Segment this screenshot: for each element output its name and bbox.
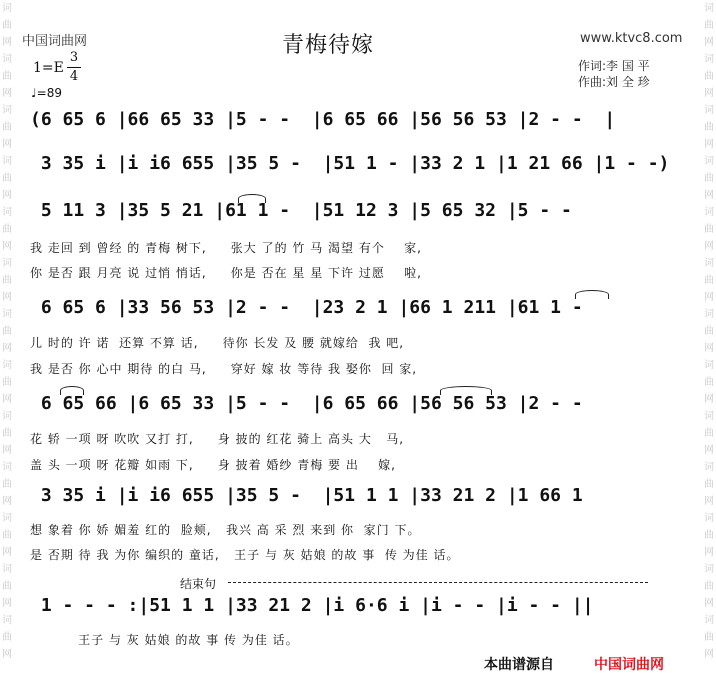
tempo-marking: ♩=89	[31, 86, 62, 100]
watermark-char: 词	[2, 156, 12, 167]
watermark-char: 曲	[2, 71, 12, 82]
watermark-char: 网	[704, 292, 714, 303]
watermark-char: 词	[704, 615, 714, 626]
site-url: www.ktvc8.com	[580, 31, 683, 46]
watermark-char: 网	[704, 547, 714, 558]
watermark-char: 词	[704, 156, 714, 167]
watermark-char: 曲	[2, 224, 12, 235]
watermark-char: 词	[704, 258, 714, 269]
score-row	[0, 592, 716, 620]
notation-line: 6 65 66 |6 65 33 |5 - - |6 65 66 |56 56 53 |2 - -	[30, 393, 605, 414]
tie-mark	[575, 290, 609, 299]
time-sig-bar	[67, 67, 81, 68]
watermark-char: 网	[704, 496, 714, 507]
watermark-char: 曲	[704, 479, 714, 490]
score-row	[0, 106, 716, 134]
watermark-char: 网	[2, 139, 12, 150]
watermark-char: 网	[704, 88, 714, 99]
watermark-char: 曲	[2, 581, 12, 592]
watermark-char: 网	[2, 496, 12, 507]
time-sig-bottom: 4	[69, 69, 79, 84]
source-brand[interactable]: 中国词曲网	[594, 657, 664, 673]
watermark-char: 曲	[704, 581, 714, 592]
score-row	[0, 390, 716, 418]
watermark-char: 网	[704, 649, 714, 660]
watermark-char: 网	[2, 598, 12, 609]
ending-bracket	[228, 582, 648, 583]
watermark-char: 网	[2, 190, 12, 201]
watermark-char: 网	[704, 37, 714, 48]
watermark-char: 词	[2, 3, 12, 14]
watermark-char: 词	[2, 207, 12, 218]
watermark-char: 曲	[704, 224, 714, 235]
watermark-char: 曲	[704, 377, 714, 388]
time-signature	[67, 50, 81, 85]
time-sig-top: 3	[69, 50, 79, 65]
watermark-char: 词	[704, 360, 714, 371]
watermark-char: 曲	[704, 428, 714, 439]
watermark-char: 词	[704, 462, 714, 473]
watermark-char: 曲	[704, 326, 714, 337]
watermark-char: 曲	[704, 632, 714, 643]
watermark-char: 曲	[2, 326, 12, 337]
watermark-char: 曲	[2, 632, 12, 643]
notation-line: 6 65 6 |33 56 53 |2 - - |23 2 1 |66 1 211 |61 1 -	[30, 297, 605, 318]
watermark-char: 网	[704, 241, 714, 252]
watermark-char: 词	[2, 258, 12, 269]
lyric-line: 你 是否 跟 月亮 说 过悄 悄话, 你是 否在 星 星 下许 过愿 啦,	[30, 266, 422, 280]
watermark-char: 词	[2, 360, 12, 371]
lyric-line: 王子 与 灰 姑娘 的故 事 传 为佳 话。	[30, 633, 299, 647]
watermark-char: 曲	[2, 173, 12, 184]
watermark-char: 网	[2, 292, 12, 303]
tie-mark	[238, 194, 266, 203]
watermark-char: 词	[704, 54, 714, 65]
watermark-char: 词	[2, 462, 12, 473]
watermark-char: 词	[704, 207, 714, 218]
watermark-char: 曲	[704, 122, 714, 133]
lyric-line: 盖 头 一项 呀 花瓣 如雨 下, 身 披着 婚纱 青梅 要 出 嫁,	[30, 458, 396, 472]
lyric-line: 儿 时的 许 诺 还算 不算 话, 待你 长发 及 腰 就嫁给 我 吧,	[30, 336, 405, 350]
score-row	[0, 482, 716, 510]
watermark-char: 词	[704, 564, 714, 575]
watermark-char: 曲	[704, 173, 714, 184]
watermark-char: 网	[2, 394, 12, 405]
lyric-line: 是 否期 待 我 为你 编织的 童话, 王子 与 灰 姑娘 的故 事 传 为佳 话。	[30, 548, 460, 562]
watermark-char: 词	[704, 411, 714, 422]
watermark-char: 词	[2, 411, 12, 422]
watermark-char: 网	[2, 343, 12, 354]
watermark-char: 词	[704, 513, 714, 524]
watermark-char: 词	[704, 309, 714, 320]
watermark-char: 曲	[704, 530, 714, 541]
lyric-line: 我 是否 你 心中 期待 的白 马, 穿好 嫁 妆 等待 我 娶你 回 家,	[30, 362, 418, 376]
watermark-char: 曲	[2, 530, 12, 541]
watermark-char: 网	[2, 547, 12, 558]
ending-label: 结束句	[180, 577, 217, 591]
watermark-char: 网	[2, 37, 12, 48]
watermark-char: 词	[2, 105, 12, 116]
score-row	[0, 197, 716, 225]
watermark-char: 曲	[2, 275, 12, 286]
source-label: 本曲谱源自	[484, 657, 554, 673]
score-row	[0, 150, 716, 178]
song-title: 青梅待嫁	[282, 33, 375, 58]
watermark-char: 曲	[2, 428, 12, 439]
lyric-line: 我 走回 到 曾经 的 青梅 树下, 张大 了的 竹 马 渴望 有个 家,	[30, 241, 422, 255]
watermark-char: 曲	[704, 20, 714, 31]
watermark-char: 曲	[704, 275, 714, 286]
watermark-char: 网	[704, 394, 714, 405]
watermark-char: 网	[704, 598, 714, 609]
lyric-line: 想 象着 你 娇 媚羞 红的 脸颊, 我兴 高 采 烈 来到 你 家门 下。	[30, 523, 421, 537]
composer-credit: 作曲:刘 全 珍	[578, 75, 650, 89]
watermark-char: 曲	[2, 20, 12, 31]
key-signature: 1=E	[33, 60, 64, 76]
watermark-char: 网	[2, 445, 12, 456]
lyricist-credit: 作词:李 国 平	[578, 59, 650, 73]
watermark-char: 词	[2, 615, 12, 626]
watermark-char: 网	[2, 649, 12, 660]
watermark-char: 网	[704, 190, 714, 201]
watermark-char: 词	[2, 513, 12, 524]
watermark-char: 曲	[704, 71, 714, 82]
notation-line: 3 35 i |i i6 655 |35 5 - |51 1 - |33 2 1 |1 21 66 |1 - -)	[30, 153, 670, 174]
watermark-char: 网	[704, 139, 714, 150]
watermark-char: 网	[2, 241, 12, 252]
lyric-line: 花 轿 一项 呀 吹吹 又打 打, 身 披的 红花 骑上 高头 大 马,	[30, 432, 405, 446]
notation-line: 3 35 i |i i6 655 |35 5 - |51 1 1 |33 21 2 |1 66 1	[30, 485, 605, 506]
watermark-char: 词	[704, 3, 714, 14]
watermark-char: 网	[2, 88, 12, 99]
watermark-char: 网	[704, 343, 714, 354]
tie-mark	[440, 386, 492, 395]
watermark-char: 曲	[2, 122, 12, 133]
watermark-char: 词	[2, 564, 12, 575]
notation-line: (6 65 6 |66 65 33 |5 - - |6 65 66 |56 56 53 |2 - - |	[30, 109, 616, 130]
watermark-char: 网	[704, 445, 714, 456]
notation-line: 5 11 3 |35 5 21 |61 1 - |51 12 3 |5 65 32 |5 - -	[30, 200, 594, 221]
watermark-char: 词	[704, 105, 714, 116]
watermark-char: 曲	[2, 377, 12, 388]
watermark-char: 词	[2, 309, 12, 320]
site-name: 中国词曲网	[22, 34, 88, 49]
notation-line: 1 - - - :|51 1 1 |33 21 2 |i 6·6 i |i - - |i - - ||	[30, 595, 594, 616]
watermark-char: 曲	[2, 479, 12, 490]
tie-mark	[60, 386, 84, 395]
watermark-char: 词	[2, 54, 12, 65]
